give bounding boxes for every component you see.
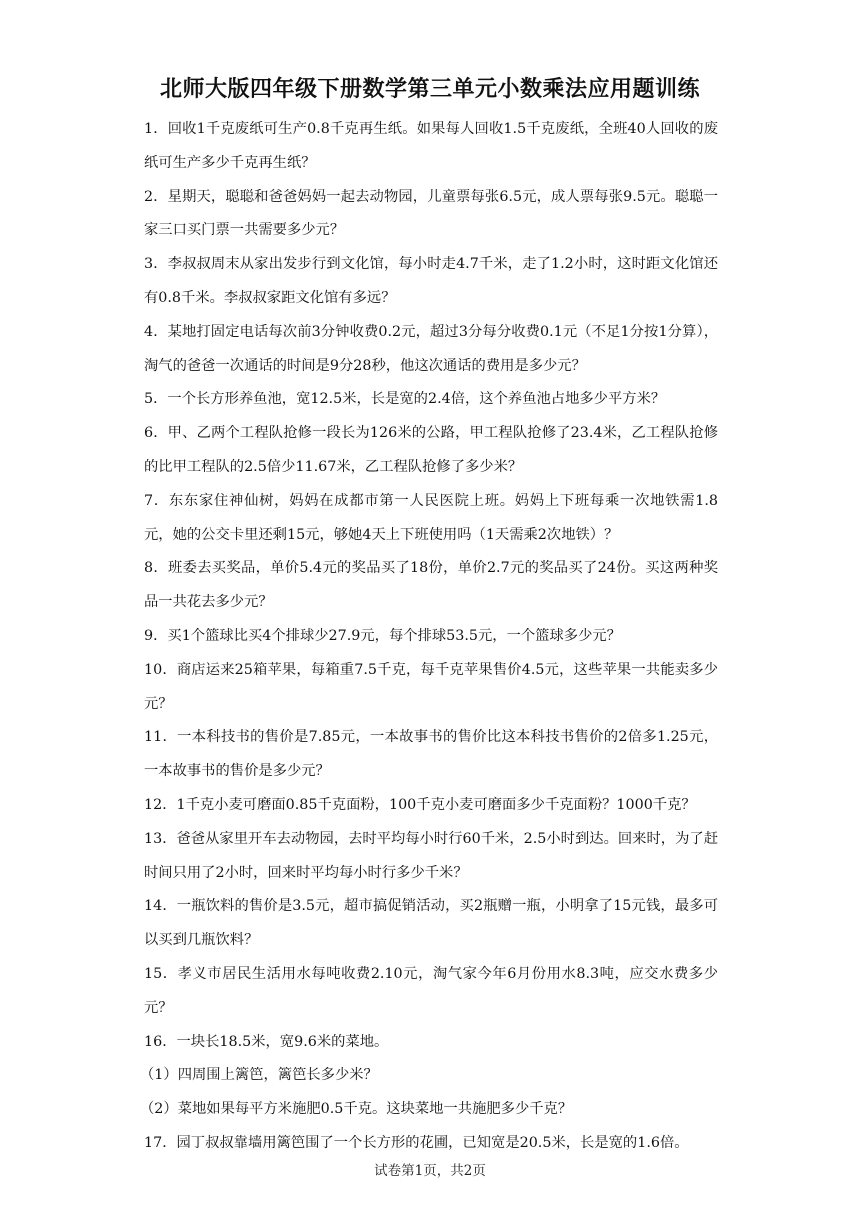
question-3: 3．李叔叔周末从家出发步行到文化馆，每小时走4.7千米，走了1.2小时，这时距文化馆还有0.8千米。李叔叔家距文化馆有多远？ (144, 256, 718, 306)
question-7: 7．东东家住神仙树，妈妈在成都市第一人民医院上班。妈妈上下班每乘一次地铁需1.8元，她的公交卡里还剩15元，够她4天上下班使用吗（1天需乘2次地铁）？ (144, 492, 718, 543)
question-2: 2．星期天，聪聪和爸爸妈妈一起去动物园，儿童票每张6.5元，成人票每张9.5元。聪聪一家三口买门票一共需要多少元？ (144, 188, 718, 239)
question-4: 4．某地打固定电话每次前3分钟收费0.2元，超过3分每分收费0.1元（不足1分按1分算），淘气的爸爸一次通话的时间是9分28秒，他这次通话的费用是多少元？ (144, 323, 718, 374)
page-footer: 试卷第1页，共2页 (374, 1163, 486, 1179)
document-title: 北师大版四年级下册数学第三单元小数乘法应用题训练 (159, 77, 700, 102)
question-17: 17．园丁叔叔靠墙用篱笆围了一个长方形的花圃，已知宽是20.5米，长是宽的1.6倍。 (144, 1134, 689, 1151)
question-13: 13．爸爸从家里开车去动物园，去时平均每小时行60千米，2.5小时到达。回来时，为了赶时间只用了2小时，回来时平均每小时行多少千米？ (144, 830, 718, 881)
question-9: 9．买1个篮球比买4个排球少27.9元，每个排球53.5元，一个篮球多少元？ (144, 627, 621, 644)
question-6: 6．甲、乙两个工程队抢修一段长为126米的公路，甲工程队抢修了23.4米，乙工程队抢修的比甲工程队的2.5倍少11.67米，乙工程队抢修了多少米？ (144, 425, 718, 475)
question-1: 1．回收1千克废纸可生产0.8千克再生纸。如果每人回收1.5千克废纸，全班40人回收的废纸可生产多少千克再生纸？ (144, 121, 718, 171)
question-10: 10．商店运来25箱苹果，每箱重7.5千克，每千克苹果售价4.5元，这些苹果一共能卖多少元？ (144, 661, 718, 712)
question-list (140, 113, 718, 1161)
question-12: 12．1千克小麦可磨面0.85千克面粉，100千克小麦可磨面多少千克面粉？1000千克？ (144, 796, 696, 813)
question-8: 8．班委去买奖品，单价5.4元的奖品买了18份，单价2.7元的奖品买了24份。买这两种奖品一共花去多少元？ (144, 560, 718, 611)
question-14: 14．一瓶饮料的售价是3.5元，超市搞促销活动，买2瓶赠一瓶，小明拿了15元钱，最多可以买到几瓶饮料？ (144, 898, 718, 949)
question-16-part-2: （2）菜地如果每平方米施肥0.5千克。这块菜地一共施肥多少千克？ (140, 1101, 573, 1118)
question-16-part-1: （1）四周围上篱笆，篱笆长多少米？ (140, 1067, 378, 1084)
question-5: 5．一个长方形养鱼池，宽12.5米，长是宽的2.4倍，这个养鱼池占地多少平方米？ (144, 391, 666, 408)
question-11: 11．一本科技书的售价是7.85元，一本故事书的售价比这本科技书售价的2倍多1.25元，一本故事书的售价是多少元？ (144, 729, 718, 780)
question-15: 15．孝义市居民生活用水每吨收费2.10元，淘气家今年6月份用水8.3吨，应交水费多少元？ (144, 965, 718, 1016)
question-16: 16．一块长18.5米，宽9.6米的菜地。 (144, 1033, 389, 1050)
